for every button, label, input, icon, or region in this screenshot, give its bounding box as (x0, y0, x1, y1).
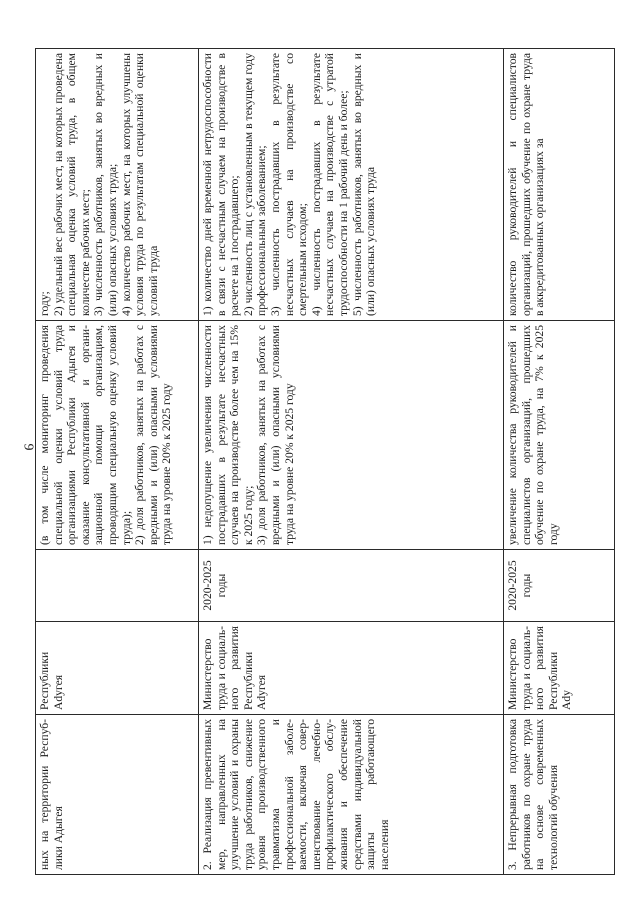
cell-text: 2020-2025 годы (506, 560, 533, 611)
cell-indicators (199, 321, 504, 550)
cell-paragraph: 3) доля работников, занятых на работах с вредными и (или) опасными условиями труда на уровне 20% к 2025 году (255, 325, 296, 545)
cell-text: ных на территории Республики Адыгея (38, 719, 65, 870)
cell-paragraph: увеличение количества руководителей и специалистов организаций, прошедших обучение по охране труда, на 7% к 2025 году (506, 325, 560, 545)
cell-text: 3. Непрерывная подготовка работников по охране труда на основе современных технологий обучения (506, 719, 560, 870)
cell-text: Республики Adyгея (38, 651, 65, 710)
cell-task (36, 715, 199, 875)
cell-paragraph: количество руководителей и специалистов организаций, прошедших обучение по охране труда в аккредитованных организациях за (506, 53, 547, 316)
cell-task (199, 715, 504, 875)
page-number: 9 (20, 443, 36, 451)
cell-executor (36, 622, 199, 715)
cell-executor (199, 622, 504, 715)
cell-paragraph: 4) количество рабочих мест, на которых улучшены условия труда по результатам специальной оценки условий труда (119, 53, 160, 316)
cell-paragraph: 5) численность работников, занятых во вредных и (или) опасных условиях труда (350, 53, 378, 316)
cell-paragraph: 1) недопущение увеличения численности пострадавших в результате несчастных случаев на производстве более чем на 15% к 2025 году; (201, 325, 255, 545)
cell-paragraph: 2) удельный вес рабочих мест, на которых проведена специальная оценка условий труда, в общем количестве рабочих мест; (51, 53, 92, 316)
cell-results (199, 49, 504, 321)
cell-paragraph: 3) численность работников, занятых во вредных и (или) опасных условиях труда; (92, 53, 119, 316)
program-table (35, 48, 615, 875)
table-row (199, 49, 504, 875)
cell-task (504, 715, 615, 875)
cell-paragraph: (в том числе мониторинг проведения специальной оценки условий труда организациями Республики Адыгея и оказание консультативной и организационной помощи организациям, проводящим специальную оценку условий труда); (38, 325, 133, 545)
cell-period (199, 550, 504, 622)
cell-paragraph: 4) численность пострадавших в результате несчастных случаев на производстве с утратой трудоспособности на 1 рабочий день и более; (309, 53, 350, 316)
cell-period (36, 550, 199, 622)
cell-paragraph: году; (38, 291, 51, 316)
rotated-page (35, 49, 605, 875)
cell-text: 2020-2025 годы (201, 560, 228, 611)
cell-text: Министерство труда и социального развития Республики Adyгея (201, 626, 269, 710)
cell-text: Министерство труда и социального развития Республики Ady (506, 626, 574, 710)
cell-results (504, 49, 615, 321)
cell-paragraph: 1) количество дней временной нетрудоспособности в связи с несчастным случаем на производстве в расчете на 1 пострадавшего; (201, 53, 242, 316)
cell-paragraph: 2) доля работников, занятых на работах с вредными и (или) опасными условиями труда на уровне 20% к 2025 году (133, 325, 174, 545)
cell-results (36, 49, 199, 321)
cell-executor (504, 622, 615, 715)
cell-paragraph: 3) численность пострадавших в результате несчастных случаев на производстве со смертельным исходом; (268, 53, 310, 316)
table-row (36, 49, 199, 875)
cell-indicators (36, 321, 199, 550)
cell-paragraph: 2) численность лиц с установленным в текущем году профессиональным заболеванием; (241, 53, 269, 316)
table-row (504, 49, 615, 875)
cell-indicators (504, 321, 615, 550)
cell-text: 2. Реализация превентивных мер, направленных на улучшение условий и охраны труда работников, снижение уровня производственного травматизма и профессиональной заболеваемости, включая совершенствование лечебно-профилактического обслуживания и обеспечение средствами индивидуальной защиты работающего населения (201, 719, 391, 870)
cell-period (504, 550, 615, 622)
